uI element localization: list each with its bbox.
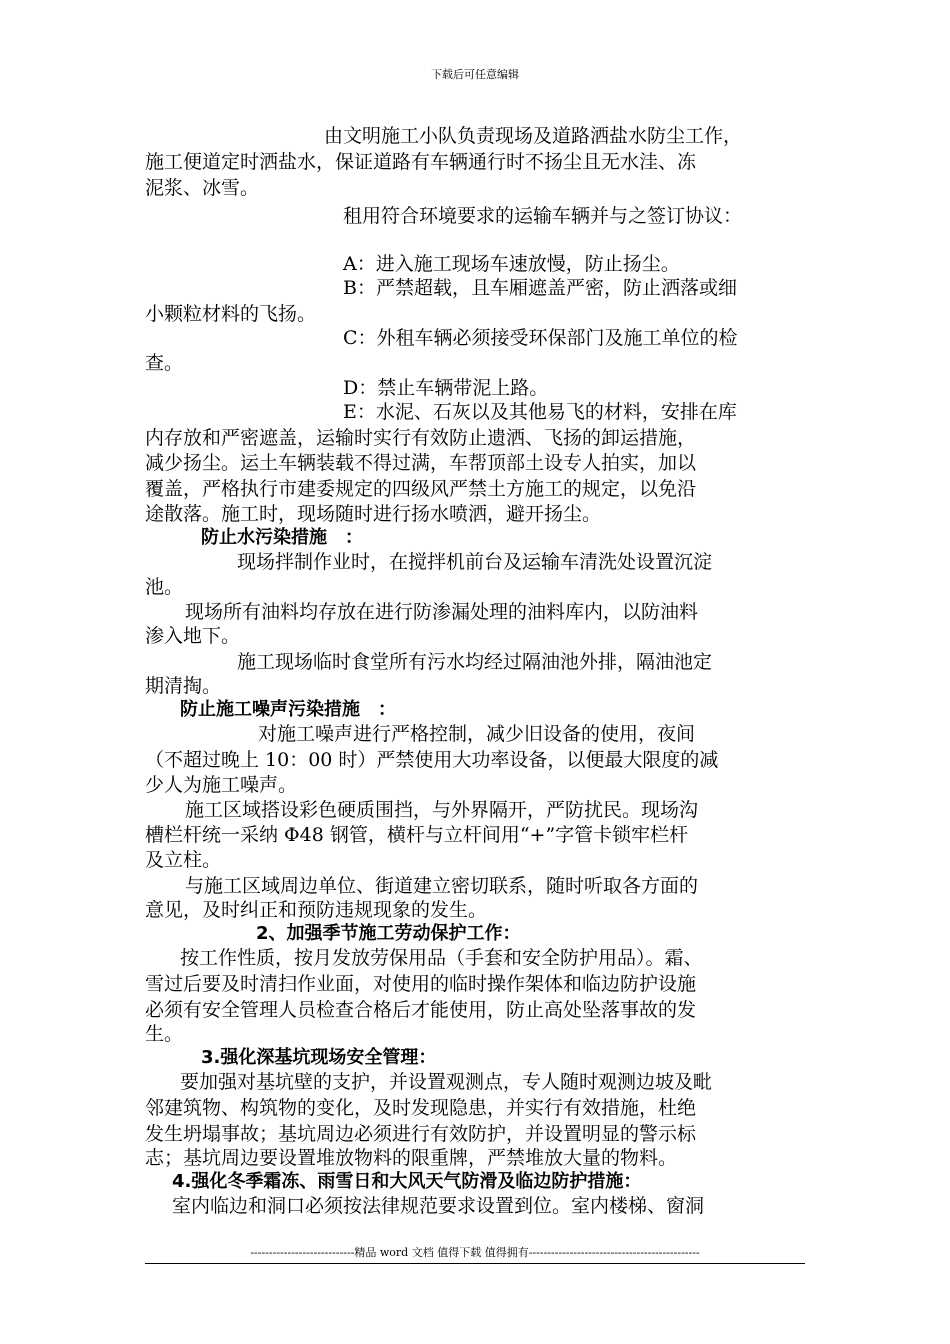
section-heading: 防止施工噪声污染措施 ：	[180, 699, 396, 720]
paragraph-line: 发生坍塌事故；基坑周边必须进行有效防护，并设置明显的警示标	[145, 1123, 697, 1145]
paragraph-line: 覆盖，严格执行市建委规定的四级风严禁土方施工的规定，以免沿	[145, 478, 697, 500]
paragraph-line: 按工作性质，按月发放劳保用品（手套和安全防护用品）。霜、	[180, 947, 703, 969]
section-heading: 4.强化冬季霜冻、雨雪日和大风天气防滑及临边防护措施：	[172, 1171, 642, 1192]
section-heading: 2、加强季节施工劳动保护工作：	[256, 923, 521, 944]
paragraph-line: 施工便道定时洒盐水，保证道路有车辆通行时不扬尘且无水洼、冻	[145, 151, 697, 173]
paragraph-line: 泥浆、冰雪。	[145, 177, 260, 199]
paragraph-line: 内存放和严密遮盖，运输时实行有效防止遗洒、飞扬的卸运措施，	[145, 427, 697, 449]
paragraph-line: 必须有安全管理人员检查合格后才能使用，防止高处坠落事故的发	[145, 999, 697, 1021]
list-item: E：水泥、石灰以及其他易飞的材料，安排在库	[343, 401, 737, 423]
paragraph-line: 现场所有油料均存放在进行防渗漏处理的油料库内，以防油料	[185, 601, 699, 623]
section-heading: 3.强化深基坑现场安全管理：	[201, 1047, 437, 1068]
paragraph-line: 租用符合环境要求的运输车辆并与之签订协议：	[343, 205, 743, 227]
footer-divider	[145, 1263, 805, 1264]
paragraph-line: 及立柱。	[145, 849, 222, 871]
paragraph-line: 现场拌制作业时，在搅拌机前台及运输车清洗处设置沉淀	[237, 551, 713, 573]
list-item: B：严禁超载，且车厢遮盖严密，防止洒落或细	[343, 277, 737, 299]
paragraph-line: 生。	[145, 1023, 184, 1045]
paragraph-line: 意见，及时纠正和预防违规现象的发生。	[145, 899, 488, 921]
list-item: D：禁止车辆带泥上路。	[343, 377, 549, 399]
list-item: 小颗粒材料的飞扬。	[145, 303, 317, 325]
paragraph-line: 对施工噪声进行严格控制，减少旧设备的使用，夜间	[258, 723, 696, 745]
paragraph-line: 邻建筑物、构筑物的变化，及时发现隐患，并实行有效措施，杜绝	[145, 1097, 697, 1119]
paragraph-line: 施工现场临时食堂所有污水均经过隔油池外排，隔油池定	[237, 651, 713, 673]
paragraph-line: 志；基坑周边要设置堆放物料的限重牌，严禁堆放大量的物料。	[145, 1147, 678, 1169]
paragraph-line: 渗入地下。	[145, 625, 241, 647]
list-item: 查。	[145, 352, 184, 374]
paragraph-line: 槽栏杆统一采纳 Φ48 钢管，横杆与立杆间用“+”字管卡锁牢栏杆	[145, 824, 689, 846]
paragraph-line: 由文明施工小队负责现场及道路洒盐水防尘工作，	[324, 125, 743, 147]
paragraph-line: 与施工区域周边单位、街道建立密切联系，随时听取各方面的	[185, 875, 699, 897]
header-note: 下载后可任意编辑	[431, 68, 519, 81]
paragraph-line: 途散落。施工时，现场随时进行扬水喷洒，避开扬尘。	[145, 503, 602, 525]
paragraph-line: 少人为施工噪声。	[145, 774, 298, 796]
paragraph-line: 雪过后要及时清扫作业面，对使用的临时操作架体和临边防护设施	[145, 973, 697, 995]
section-heading: 防止水污染措施 ：	[201, 527, 363, 548]
paragraph-line: 期清掏。	[145, 675, 222, 697]
list-item: A：进入施工现场车速放慢，防止扬尘。	[343, 253, 680, 275]
paragraph-line: 施工区域搭设彩色硬质围挡，与外界隔开，严防扰民。现场沟	[185, 799, 699, 821]
paragraph-line: 要加强对基坑壁的支护，并设置观测点，专人随时观测边坡及毗	[180, 1071, 713, 1093]
list-item: C：外租车辆必须接受环保部门及施工单位的检	[343, 327, 738, 349]
paragraph-line: 室内临边和洞口必须按法律规范要求设置到位。室内楼梯、窗洞	[172, 1195, 705, 1217]
paragraph-line: （不超过晚上 10：00 时）严禁使用大功率设备，以便最大限度的减	[145, 749, 719, 771]
footer-note: ----------------------------精品 word 文档 值得下载 值得拥有----------------------------------------------	[250, 1246, 700, 1259]
paragraph-line: 池。	[145, 576, 184, 598]
paragraph-line: 减少扬尘。运土车辆装载不得过满，车帮顶部土设专人拍实，加以	[145, 452, 697, 474]
